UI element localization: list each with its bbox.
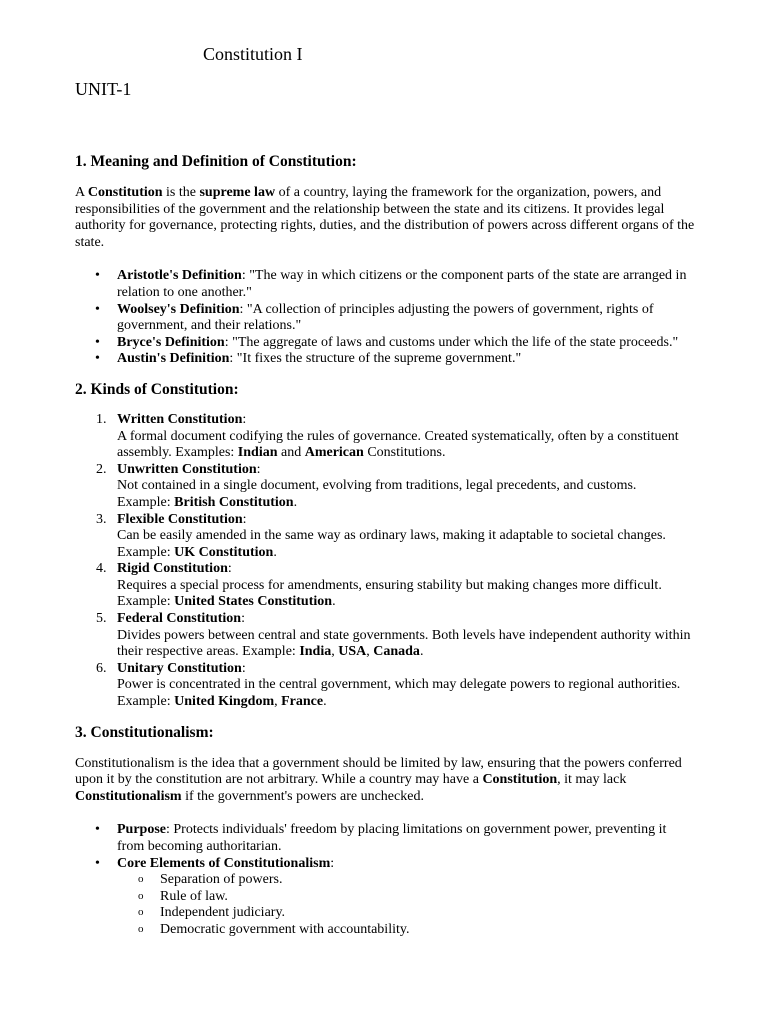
text-run: Constitutions. bbox=[363, 445, 446, 461]
section-3-paragraph bbox=[75, 756, 695, 806]
kind-term: Federal Constitution bbox=[117, 611, 242, 627]
text-run: : bbox=[227, 561, 232, 577]
text-run: . bbox=[293, 494, 298, 510]
definition-term: Austin's Definition bbox=[117, 351, 230, 367]
text-run: : bbox=[242, 411, 247, 427]
list-item bbox=[117, 302, 695, 335]
definition-term: Woolsey's Definition bbox=[117, 301, 240, 317]
list-item bbox=[117, 351, 695, 368]
list-item bbox=[96, 561, 695, 611]
example-term: Indian bbox=[237, 445, 278, 461]
purpose-term: Purpose bbox=[117, 822, 166, 838]
item-number: 1. bbox=[96, 411, 107, 427]
item-number: 3. bbox=[96, 511, 107, 527]
text-run: . bbox=[323, 694, 327, 710]
text-run: : bbox=[330, 855, 335, 871]
section-1-paragraph bbox=[75, 185, 695, 251]
example-term: United States Constitution bbox=[174, 594, 333, 610]
text-run: : bbox=[242, 511, 247, 527]
document-title: Constitution I bbox=[203, 44, 303, 64]
kind-term: Written Constitution bbox=[117, 411, 243, 427]
section-3-heading: 3. Constitutionalism: bbox=[75, 723, 214, 741]
list-item bbox=[117, 335, 695, 352]
kind-description: Divides powers between central and state governments. Both levels have independent authority within their respective areas. Example: bbox=[117, 627, 691, 660]
text-run: , bbox=[274, 694, 282, 710]
constitutionalism-list bbox=[75, 822, 695, 938]
text-run: . bbox=[419, 644, 424, 660]
sub-list-item: o Independent judiciary. bbox=[160, 905, 695, 922]
list-item bbox=[117, 856, 695, 939]
text-run: , bbox=[331, 644, 339, 660]
item-number: 4. bbox=[96, 561, 107, 577]
list-item bbox=[96, 611, 695, 661]
kind-description: A formal document codifying the rules of governance. Created systematically, often by a constituent assembly. Examples: bbox=[117, 428, 679, 461]
text-run: : bbox=[256, 461, 261, 477]
kind-term: Unitary Constitution bbox=[117, 660, 242, 676]
definition-text: : "The aggregate of laws and customs under which the life of the state proceeds." bbox=[224, 334, 679, 350]
kind-description: Not contained in a single document, evolving from traditions, legal precedents, and customs. bbox=[117, 478, 637, 494]
text-run: Constitutionalism is the idea that a government should be limited by law, ensuring that the powers conferred upon it by the constitution are not arbitrary. While a country may have a bbox=[75, 755, 682, 788]
item-number: 5. bbox=[96, 611, 107, 627]
unit-heading: UNIT-1 bbox=[75, 79, 132, 99]
section-1-heading: 1. Meaning and Definition of Constitution: bbox=[75, 153, 357, 170]
kind-description: Requires a special process for amendments, ensuring stability but making changes more difficult. bbox=[117, 577, 662, 593]
list-item bbox=[96, 511, 695, 562]
list-item bbox=[96, 461, 695, 512]
bold-term: Constitutionalism bbox=[75, 788, 182, 804]
kind-description: Power is concentrated in the central government, which may delegate powers to regional authorities. bbox=[117, 677, 681, 693]
example-term: USA bbox=[338, 644, 367, 660]
item-number: 6. bbox=[96, 660, 107, 676]
text-run: . bbox=[273, 544, 277, 560]
text-run: : bbox=[241, 611, 245, 627]
kinds-list bbox=[75, 412, 695, 711]
definitions-list bbox=[75, 268, 695, 368]
example-term: American bbox=[304, 445, 364, 461]
kind-term: Flexible Constitution bbox=[117, 511, 243, 527]
core-elements-term: Core Elements of Constitutionalism bbox=[117, 855, 331, 871]
sub-list-item: o Separation of powers. bbox=[160, 872, 695, 889]
text-run: Example: bbox=[117, 694, 175, 710]
text-run: of a country, laying the framework for the organization, powers, and responsibilities of the government and the relationship between the state and its citizens. It provides legal authority for governance, protecting rights, duties, and the distribution of powers across different organs of the state. bbox=[75, 185, 695, 250]
text-run: , bbox=[366, 644, 374, 660]
kind-term: Rigid Constitution bbox=[117, 561, 228, 577]
kind-term: Unwritten Constitution bbox=[117, 461, 257, 477]
sub-list-item: o Rule of law. bbox=[160, 889, 695, 906]
section-2-heading: 2. Kinds of Constitution: bbox=[75, 380, 239, 398]
text-run: Example: bbox=[117, 494, 175, 510]
definition-text: : "It fixes the structure of the supreme government." bbox=[229, 351, 522, 367]
core-elements-list bbox=[117, 872, 695, 938]
sub-list-item: o Democratic government with accountability. bbox=[160, 922, 695, 939]
definition-text: : "The way in which citizens or the component parts of the state are arranged in relation to one another." bbox=[117, 268, 687, 300]
list-item bbox=[96, 660, 695, 711]
text-run: and bbox=[277, 445, 305, 461]
example-term: Canada bbox=[373, 644, 420, 660]
text-run: Example: bbox=[117, 594, 175, 610]
kind-description: Can be easily amended in the same way as ordinary laws, making it adaptable to societal changes. bbox=[117, 528, 666, 544]
example-term: France bbox=[281, 694, 324, 710]
bold-term: Constitution bbox=[482, 772, 558, 788]
text-run: , it may lack bbox=[557, 772, 627, 788]
example-term: India bbox=[299, 644, 332, 660]
text-run: A bbox=[75, 185, 88, 200]
list-item bbox=[96, 411, 695, 462]
definition-term: Aristotle's Definition bbox=[117, 268, 242, 284]
purpose-text: : Protects individuals' freedom by placing limitations on government power, preventing it from becoming authoritarian. bbox=[117, 822, 667, 854]
text-run: : bbox=[241, 660, 246, 676]
definition-term: Bryce's Definition bbox=[117, 334, 225, 350]
bold-term: supreme law bbox=[199, 185, 276, 200]
text-run: is the bbox=[162, 185, 200, 200]
document-body bbox=[75, 152, 695, 939]
bold-term: Constitution bbox=[87, 185, 163, 200]
example-term: British Constitution bbox=[174, 494, 294, 510]
text-run: . bbox=[332, 594, 336, 610]
example-term: UK Constitution bbox=[174, 544, 274, 560]
item-number: 2. bbox=[96, 461, 107, 477]
text-run: if the government's powers are unchecked. bbox=[181, 788, 424, 804]
text-run: Example: bbox=[117, 544, 175, 560]
definition-text: : "A collection of principles adjusting the powers of government, rights of government, and their relations." bbox=[117, 301, 654, 334]
example-term: United Kingdom bbox=[174, 694, 275, 710]
list-item bbox=[117, 822, 695, 855]
list-item bbox=[117, 268, 695, 301]
